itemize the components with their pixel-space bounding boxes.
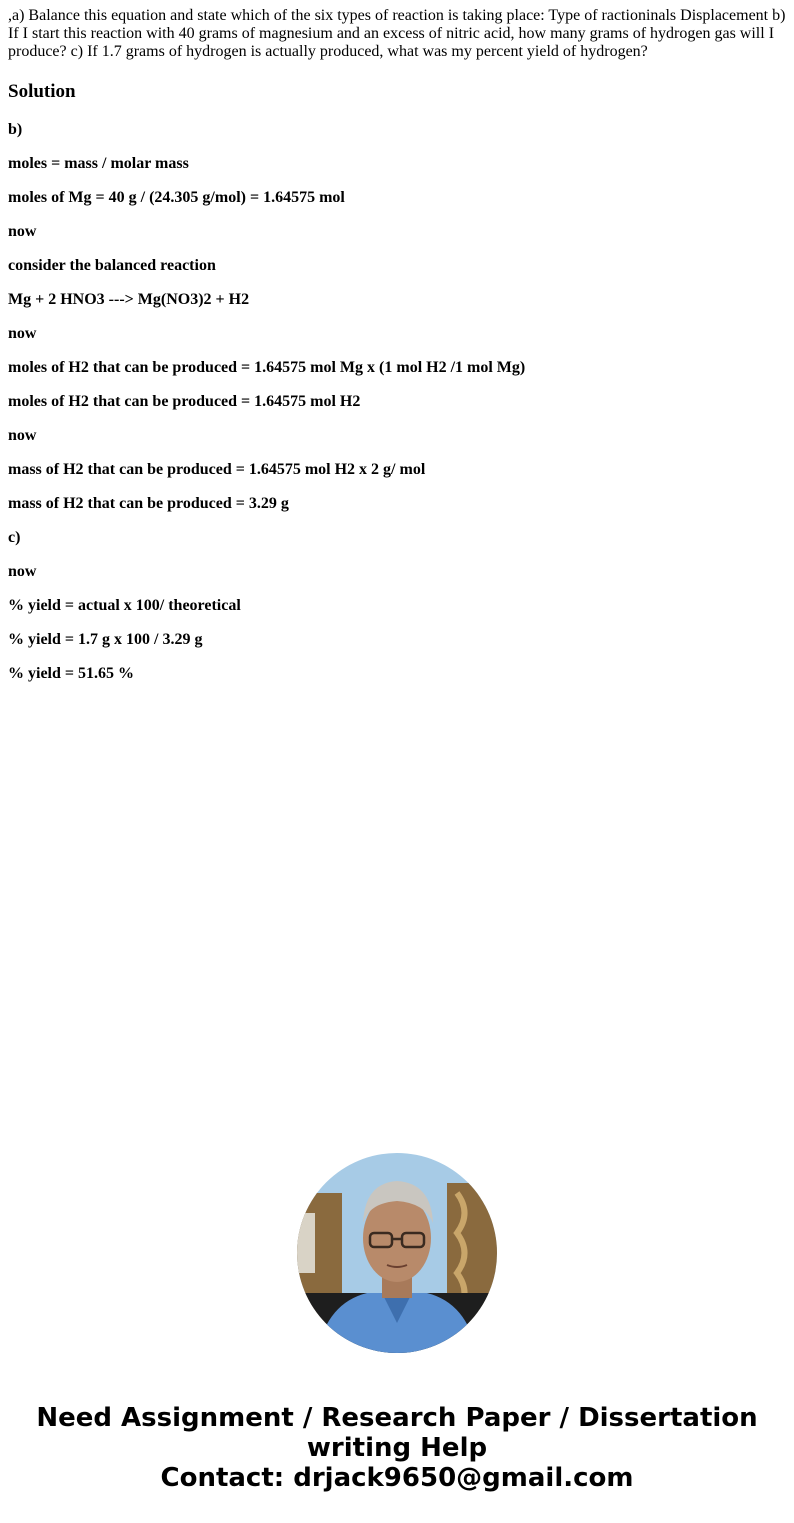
solution-step: mass of H2 that can be produced = 3.29 g (8, 495, 289, 512)
footer-contact-email: Contact: drjack9650@gmail.com (160, 1463, 634, 1493)
solution-step: now (8, 223, 37, 240)
solution-step: mass of H2 that can be produced = 1.64575 mol H2 x 2 g/ mol (8, 461, 426, 478)
footer-line: writing Help (306, 1433, 488, 1463)
solution-step: moles of Mg = 40 g / (24.305 g/mol) = 1.64575 mol (8, 189, 345, 206)
solution-step: now (8, 563, 37, 580)
solution-step: consider the balanced reaction (8, 257, 216, 274)
solution-step: % yield = actual x 100/ theoretical (8, 597, 241, 614)
person-portrait-icon (297, 1153, 497, 1353)
solution-step: c) (8, 529, 21, 546)
solution-step: % yield = 1.7 g x 100 / 3.29 g (8, 631, 203, 648)
solution-step: now (8, 427, 37, 444)
solution-steps (8, 121, 525, 699)
question-text: ,a) Balance this equation and state which of the six types of reaction is taking place: Type of ractioninals Displacement b) If I start this reaction with 40 grams of magnesium and an excess of nitric acid, how many grams of hydrogen gas will I produce? c) If 1.7 grams of hydrogen is actually produced, what was my percent yield of hydrogen? (8, 7, 786, 60)
solution-step: moles = mass / molar mass (8, 155, 189, 172)
footer-line: Need Assignment / Research Paper / Dissertation (36, 1403, 758, 1433)
footer-contact-banner (0, 1403, 794, 1493)
solution-step: moles of H2 that can be produced = 1.64575 mol H2 (8, 393, 361, 410)
solution-step: moles of H2 that can be produced = 1.64575 mol Mg x (1 mol H2 /1 mol Mg) (8, 359, 526, 376)
solution-heading: Solution (8, 81, 76, 102)
solution-step: b) (8, 121, 23, 138)
solution-step: Mg + 2 HNO3 ---> Mg(NO3)2 + H2 (8, 291, 250, 308)
author-avatar (297, 1153, 497, 1353)
solution-step: % yield = 51.65 % (8, 665, 135, 682)
solution-step: now (8, 325, 37, 342)
